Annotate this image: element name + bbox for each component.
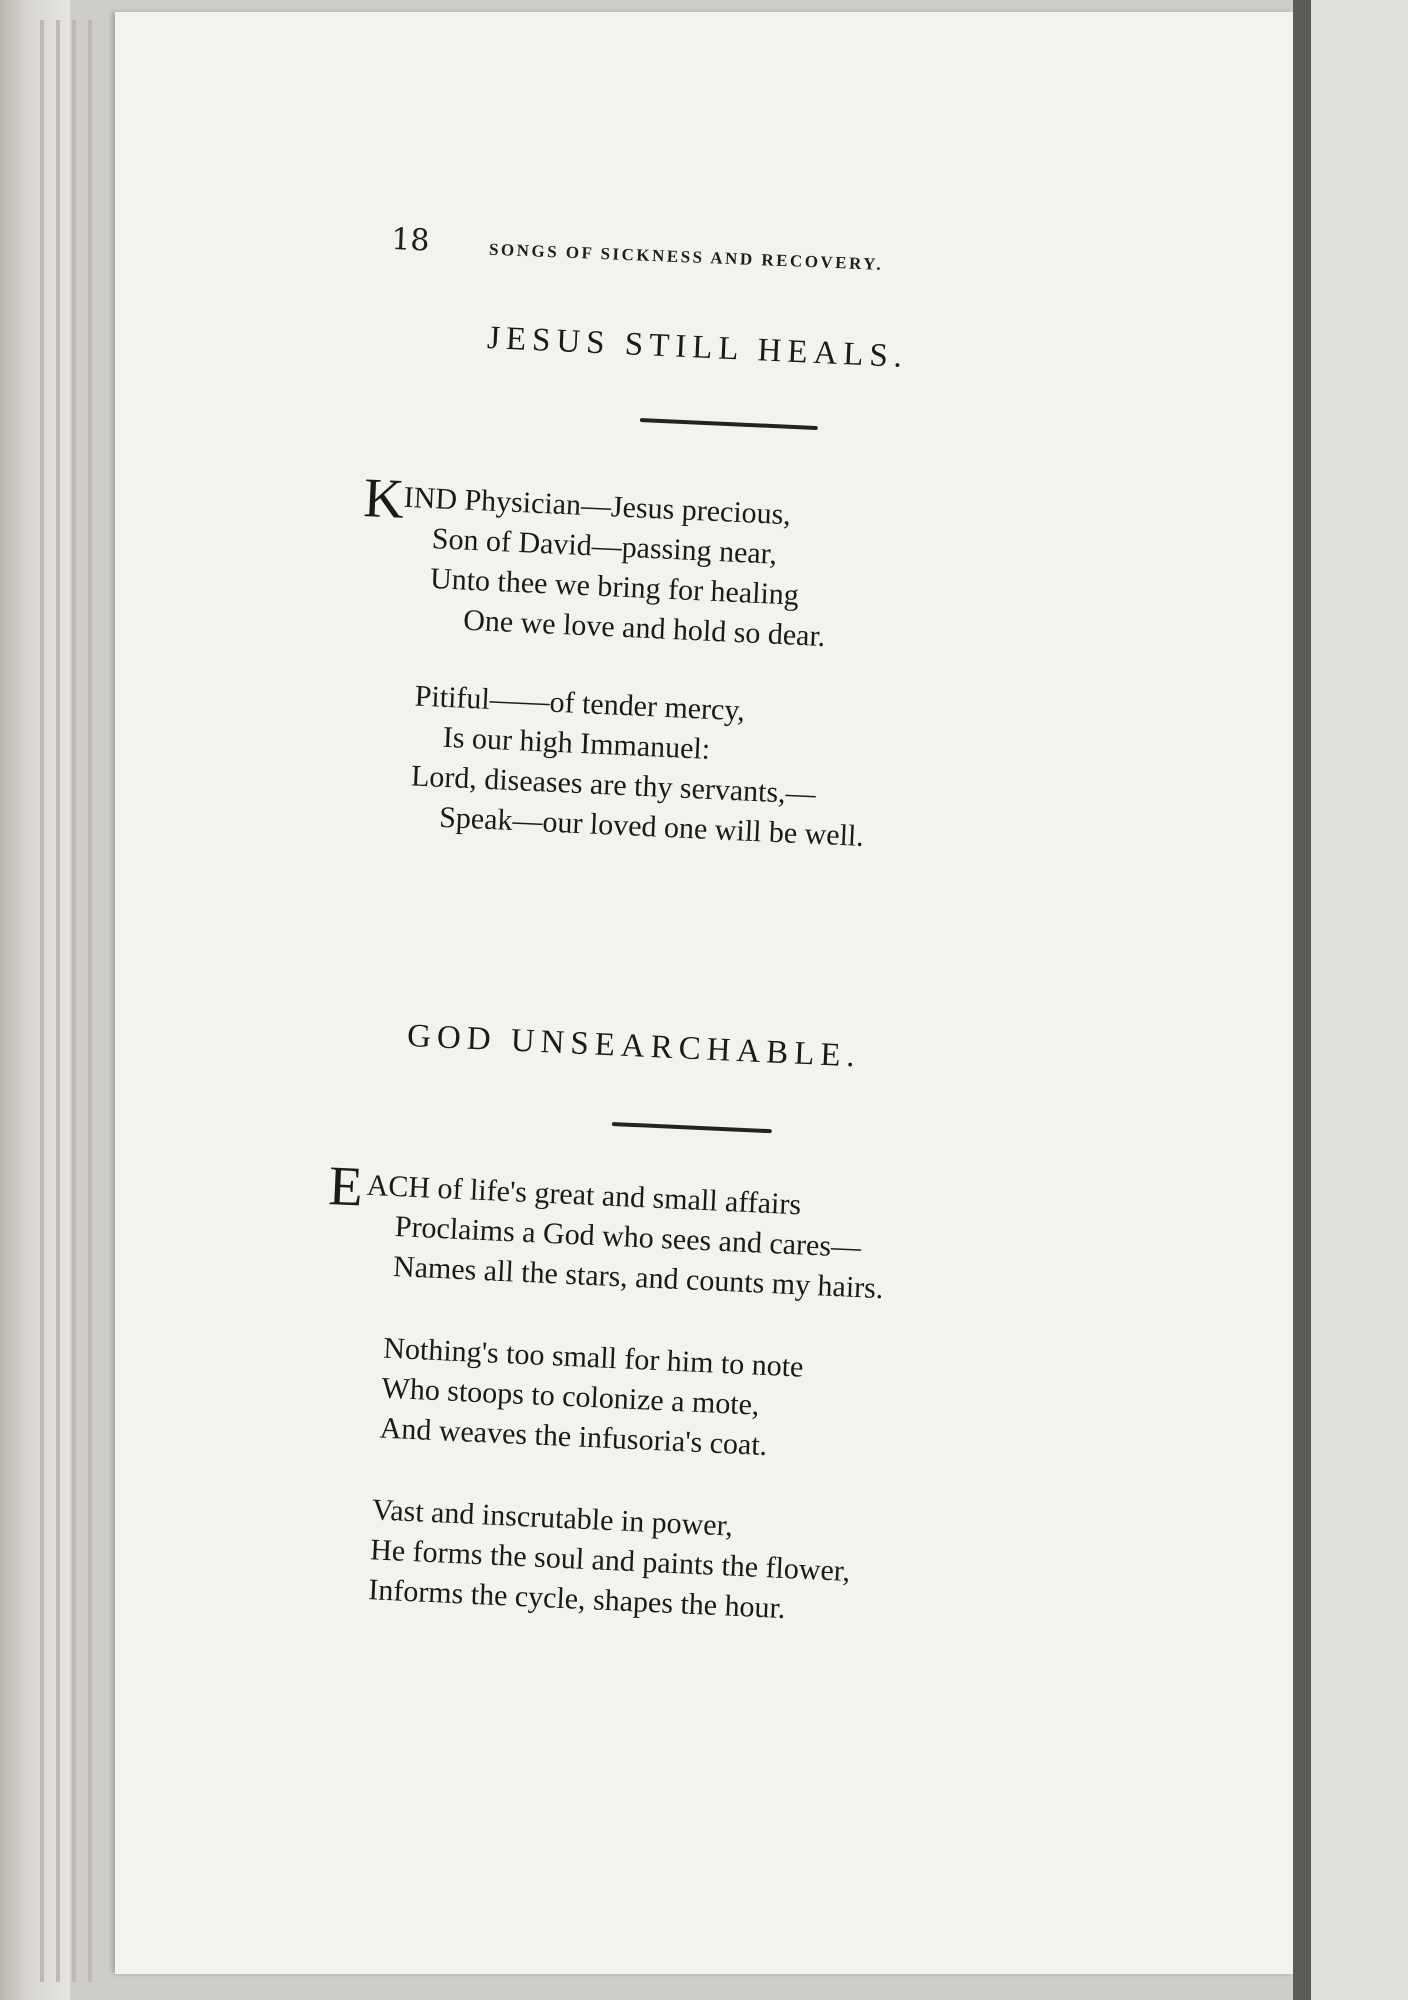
book-spine <box>1293 0 1311 2000</box>
verse-line: Pitiful——of tender mercy, <box>414 679 746 728</box>
verse-line: And weaves the infusoria's coat. <box>379 1411 768 1463</box>
facing-page <box>1311 0 1408 2000</box>
page-edge <box>88 20 92 1982</box>
drop-cap: E <box>327 1155 365 1219</box>
poem-body <box>346 467 984 918</box>
verse-line: Nothing's too small for him to note <box>382 1331 805 1384</box>
page-edge <box>72 20 76 1982</box>
page-number: 18 <box>390 222 431 259</box>
verse-line: Lord, diseases are thy servants,— <box>410 759 817 811</box>
poem-body <box>305 1155 1030 1749</box>
verse-line: Speak—our loved one will be well. <box>438 800 865 853</box>
verse-line: Vast and inscrutable in power, <box>371 1493 734 1543</box>
verse-line: Son of David—passing near, <box>431 522 778 571</box>
verse-line: Is our high Immanuel: <box>442 720 711 766</box>
poem-title: JESUS STILL HEALS. <box>486 320 909 376</box>
drop-cap: K <box>362 467 406 531</box>
verse-line: One we love and hold so dear. <box>462 603 827 654</box>
page-edge <box>56 20 60 1982</box>
verse-line: Who stoops to colonize a mote, <box>380 1371 761 1422</box>
page-edge <box>40 20 44 1982</box>
verse-line: Unto thee we bring for healing <box>429 562 800 612</box>
verse-line: ACH of life's great and small affairs <box>366 1168 802 1222</box>
running-title: SONGS OF SICKNESS AND RECOVERY. <box>488 239 884 274</box>
verse-line: Informs the cycle, shapes the hour. <box>367 1573 787 1626</box>
poem-title: GOD UNSEARCHABLE. <box>406 1018 862 1075</box>
verse-line: IND Physician—Jesus precious, <box>403 480 792 532</box>
verse-line: He forms the soul and paints the flower, <box>369 1533 851 1589</box>
verse-line: Names all the stars, and counts my hairs. <box>392 1249 885 1306</box>
verse-line: Proclaims a God who sees and cares— <box>394 1210 862 1265</box>
